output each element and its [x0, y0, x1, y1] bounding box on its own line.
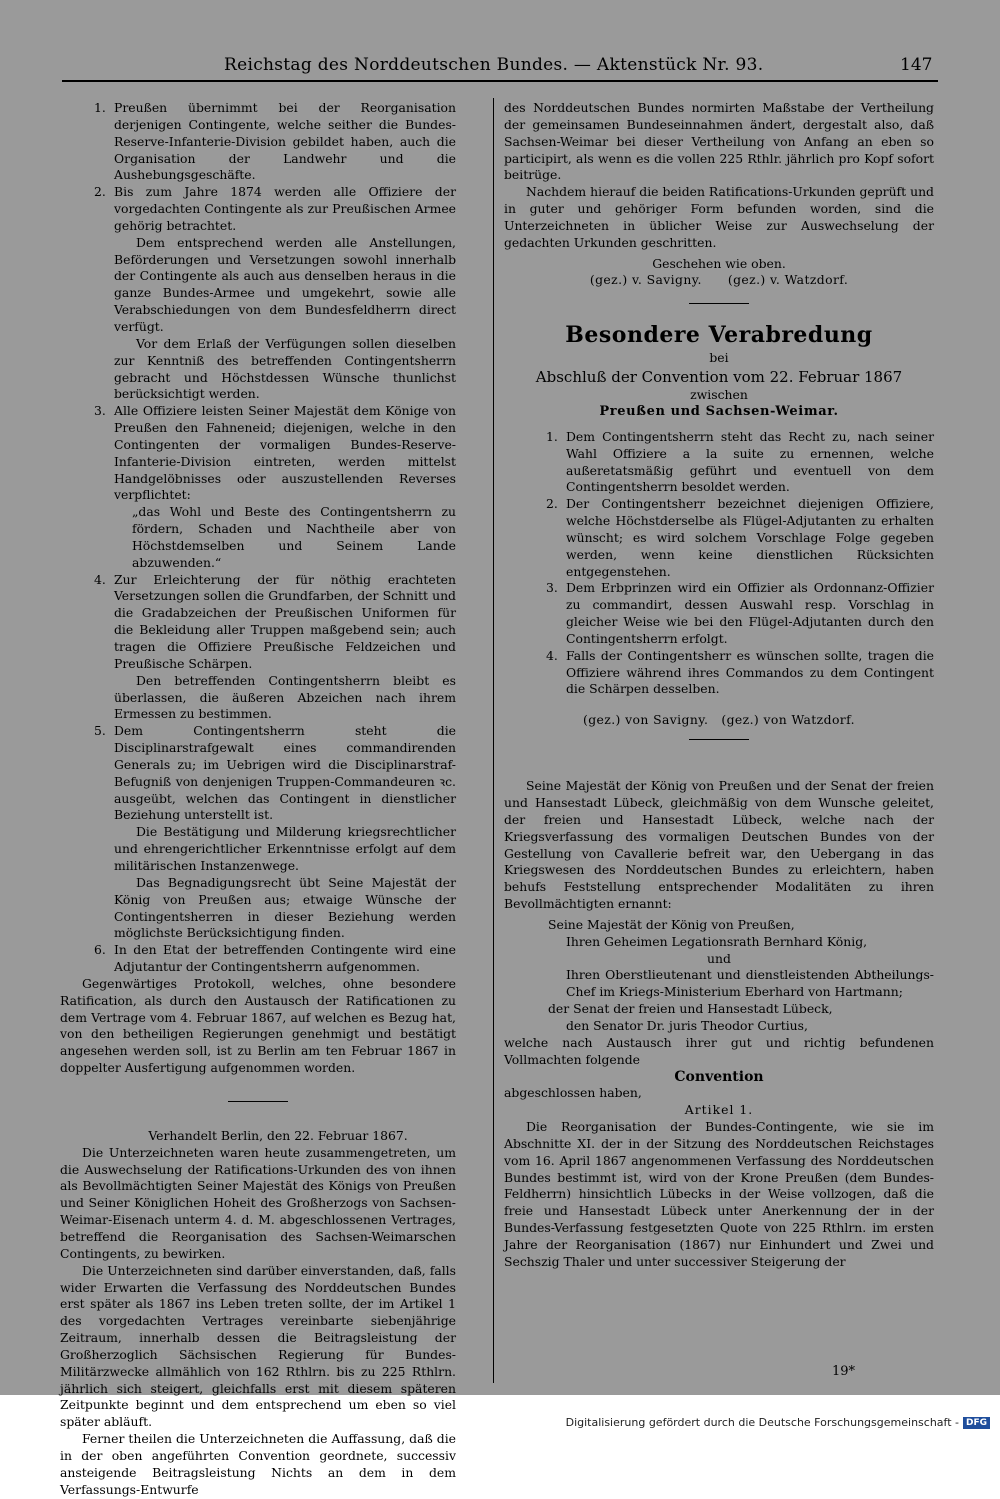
oath-quote: „das Wohl und Beste des Contingentsherrn zu fördern, Schaden und Nachtheile aber von Höchstdemselben und Seinem Lande abzuwenden.“ [132, 504, 456, 570]
item-number: 5. [94, 723, 106, 739]
signatures: (gez.) v. Savigny. (gez.) v. Watzdorf. [589, 272, 849, 288]
paragraph: Die Bestätigung und Milderung kriegsrechtlicher und ehrengerichtlicher Erkenntnisse erfolgt auf dem militärischen Instanzenwege. [114, 824, 456, 873]
item-text: In den Etat der betreffenden Contingente wird eine Adjutantur der Contingentsherrn aufgenommen. [114, 942, 456, 975]
article-heading: Artikel 1. [684, 1102, 754, 1118]
list-item [504, 648, 934, 699]
item-text: Dem Erbprinzen wird ein Offizier als Ordonnanz-Offizier zu commandirt, dessen Auswahl resp. Vorschlag in gleicher Weise wie bei den Flügel-Adjutanten durch den Contingentsherrn erfolgt. [566, 580, 934, 646]
item-text: Der Contingentsherr bezeichnet diejenigen Offiziere, welche Höchstderselbe als Flügel-Adjutanten zu erhalten wünscht; es wird solchem Vorschlage Folge gegeben werden, wenn keine dienstlichen Rücksichten entgegenstehen. [566, 496, 934, 579]
dfg-logo: DFG [963, 1417, 990, 1429]
list-item [60, 403, 456, 504]
protocol-paragraph: Gegenwärtiges Protokoll, welches, ohne besondere Ratification, als durch den Austausch der Ratificationen zu dem Vertrage vom 4. Februar 1867, auf welchen es Bezug hat, von den betheiligen Regierungen genehmigt und bestätigt angesehen werden soll, ist zu Berlin am ten Februar 1867 in doppelter Ausfertigung aufgenommen worden. [60, 975, 456, 1076]
section-rule [689, 739, 749, 740]
paragraph: Die Unterzeichneten waren heute zusammengetreten, um die Auswechselung der Ratifications-Urkunden des von ihnen als Bevollmächtigten Seiner Majestät des Königs von Preußen und Seiner Königlichen Hoheit des Großherzogs von Sachsen-Weimar-Eisenach unterm 4. d. M. abgeschlossenen Vertrages, betreffend die Reorganisation des Sachsen-Weimarschen Contingents, zu bewirken. [60, 1144, 456, 1261]
dateline: Verhandelt Berlin, den 22. Februar 1867. [148, 1127, 408, 1143]
item-number: 2. [94, 184, 106, 200]
paragraph: abgeschlossen haben, [504, 1085, 642, 1101]
header-rule [62, 80, 938, 82]
party-line: der Senat der freien und Hansestadt Lübeck, [548, 1001, 833, 1017]
signatures: (gez.) von Savigny. (gez.) von Watzdorf. [582, 712, 856, 728]
paragraph: Nachdem hierauf die beiden Ratifications-Urkunden geprüft und in guter und gehöriger Form befunden worden, sind die Unterzeichneten in üblicher Weise zur Auswechselung der gedachten Urkunden geschritten. [504, 184, 934, 250]
left-column [60, 100, 456, 1499]
item-text: Zur Erleichterung der für nöthig erachteten Versetzungen sollen die Grundfarben, der Schnitt und die Gradabzeichen der Preußischen Uniformen für die Bekleidung aller Truppen maßgebend sein; auch tragen die Offiziere Preußische Feldzeichen und Preußische Schärpen. [114, 571, 456, 671]
convention-heading: Convention [674, 1068, 764, 1085]
item-text: Dem Contingentsherrn steht die Disciplinarstrafgewalt eines commandirenden Generals zu; im Uebrigen wird die Disciplinarstraf-Befugniß von denjenigen Truppen-Commandeuren ꝛc. ausgeübt, welchen das Contingent in dienstlicher Beziehung unterstellt ist. [114, 723, 456, 823]
signature-mark: 19* [832, 1364, 856, 1379]
paragraph: des Norddeutschen Bundes normirten Maßstabe der Vertheilung der gemeinsamen Bundeseinnahmen ändert, dergestalt also, daß Sachsen-Weimar bei dieser Vertheilung von Anfang an eben so participirt, als wenn es die vollen 225 Rthlr. jährlich pro Kopf sofort beitrüge. [504, 100, 934, 183]
digitization-footer [566, 1416, 990, 1429]
running-header: Reichstag des Norddeutschen Bundes. — Aktenstück Nr. 93. [224, 55, 764, 75]
item-number: 1. [546, 428, 558, 444]
section-rule [689, 303, 749, 304]
column-divider [493, 98, 494, 1383]
paragraph: Den betreffenden Contingentsherrn bleibt es überlassen, die äußeren Abzeichen nach ihrem Ermessen zu bestimmen. [114, 672, 456, 722]
item-number: 3. [94, 403, 106, 419]
item-text: Alle Offiziere leisten Seiner Majestät dem Könige von Preußen den Fahneneid; diejenigen, welche in den Contingenten der vormaligen Bundes-Reserve-Infanterie-Division eintreten, werden mittelst Handgelöbnisses oder auszustellenden Reverses verpflichtet: [114, 403, 456, 503]
section-subtitle: Abschluß der Convention vom 22. Februar 1867 [535, 368, 903, 387]
item-number: 3. [546, 580, 558, 596]
item-text: Bis zum Jahre 1874 werden alle Offiziere der vorgedachten Contingente als zur Preußischen Armee gehörig betrachtet. [114, 184, 456, 233]
paragraph: Ferner theilen die Unterzeichneten die Auffassung, daß die in der oben angeführten Convention geordnete, successiv ansteigende Beitragsleistung Nichts an dem in dem Verfassungs-Entwurfe [60, 1431, 456, 1497]
delegate-line: Ihren Geheimen Legationsrath Bernhard König, [566, 933, 868, 949]
paragraph: Dem entsprechend werden alle Anstellungen, Beförderungen und Versetzungen sowohl innerhalb der Contingente als auch aus denselben heraus in die ganze Bundes-Armee und umgekehrt, sowie alle Verabschiedungen von dem Bundesfeldherrn direct verfügt. [114, 234, 456, 334]
item-text: Falls der Contingentsherr es wünschen sollte, tragen die Offiziere während ihres Commandos zu dem Contingent die Schärpen desselben. [566, 647, 934, 697]
list-item [504, 496, 934, 580]
section-rule [228, 1101, 288, 1102]
paragraph: Die Unterzeichneten sind darüber einverstanden, daß, falls wider Erwarten die Verfassung des Norddeutschen Bundes erst später als 1867 ins Leben treten sollte, der im Artikel 1 des vorgedachten Vertrages vereinbarte siebenjährige Zeitraum, innerhalb dessen die Beitragsleistung der Großherzoglich Sächsischen Regierung für Bundes-Militärzwecke allmählich von 162 Rthlrn. bis zu 225 Rthlrn. jährlich sich steigert, gleichfalls erst mit diesem späteren Zeitpunkte beginnt und dem entsprechend um eben so viel später abläuft. [60, 1262, 456, 1430]
party-line: Seine Majestät der König von Preußen, [548, 916, 795, 932]
item-number: 4. [546, 647, 558, 663]
paragraph: Vor dem Erlaß der Verfügungen sollen dieselben zur Kenntniß des betreffenden Contingentsherrn gebracht und Höchstdessen Wünsche thunlichst berücksichtigt werden. [114, 335, 456, 402]
article-text: Die Reorganisation der Bundes-Contingente, wie sie im Abschnitte XI. der in der Sitzung des Norddeutschen Reichstages vom 16. April 1867 angenommenen Verfassung des Norddeutschen Bundes bestimmt ist, wird von der Krone Preußen (dem Bundes-Feldherrn) hinsichtlich Lübecks in der Weise vollzogen, daß die freie und Hansestadt Lübeck unter Anerkennung der in der Bundes-Verfassung festgesetzten Quote von 225 Rthlrn. im ersten Jahre der Reorganisation (1867) nur Einhundert und Zwei und Sechszig Thaler und unter successiver Steigerung der [504, 1119, 934, 1269]
title-connector: bei [709, 350, 729, 366]
item-text: Preußen übernimmt bei der Reorganisation derjenigen Contingente, welche seither die Bundes-Reserve-Infanterie-Division gebildet haben, auch die Organisation der Landwehr und die Aushebungsgeschäfte. [114, 100, 456, 183]
item-number: 4. [94, 571, 106, 587]
list-item [60, 572, 456, 673]
paragraph: Seine Majestät der König von Preußen und der Senat der freien und Hansestadt Lübeck, gleichmäßig von dem Wunsche geleitet, der freien und Hansestadt Lübeck, welche nach der Kriegsverfassung des vormaligen Deutschen Bundes von der Gestellung von Cavallerie befreit war, den Uebergang in das Kriegswesen des Norddeutschen Bundes zu erleichtern, haben behufs Feststellung entsprechender Modalitäten zu ihren Bevollmächtigten ernannt: [504, 778, 934, 912]
item-number: 2. [546, 496, 558, 512]
list-item [60, 723, 456, 824]
page-number: 147 [900, 55, 933, 75]
parties: Preußen und Sachsen-Weimar. [599, 403, 839, 419]
section-title: Besondere Verabredung [565, 322, 873, 349]
right-column [504, 100, 934, 1271]
connector: und [707, 950, 731, 966]
item-text: Dem Contingentsherrn steht das Recht zu, nach seiner Wahl Offiziere a la suite zu ernennen, welche außeretatsmäßig geführt und eventuell von dem Contingentsherrn besoldet werden. [566, 428, 934, 495]
closing-line: Geschehen wie oben. [652, 255, 786, 271]
delegate-line: den Senator Dr. juris Theodor Curtius, [566, 1017, 808, 1033]
title-connector: zwischen [690, 387, 748, 403]
list-item [504, 429, 934, 496]
item-number: 6. [94, 942, 106, 958]
item-number: 1. [94, 100, 106, 115]
list-item [504, 580, 934, 647]
paragraph: welche nach Austausch ihrer gut und richtig befundenen Vollmachten folgende [504, 1034, 934, 1067]
list-item [60, 184, 456, 235]
footer-text: Digitalisierung gefördert durch die Deutsche Forschungsgemeinschaft - [565, 1416, 959, 1429]
list-item [60, 942, 456, 976]
delegate-line: Ihren Oberstlieutenant und dienstleistenden Abtheilungs-Chef im Kriegs-Ministerium Eberhard von Hartmann; [566, 967, 934, 1000]
paragraph: Das Begnadigungsrecht übt Seine Majestät der König von Preußen aus; etwaige Wünsche der Contingentsherren in dieser Beziehung werden möglichste Berücksichtigung finden. [114, 874, 456, 941]
list-item [60, 100, 456, 184]
